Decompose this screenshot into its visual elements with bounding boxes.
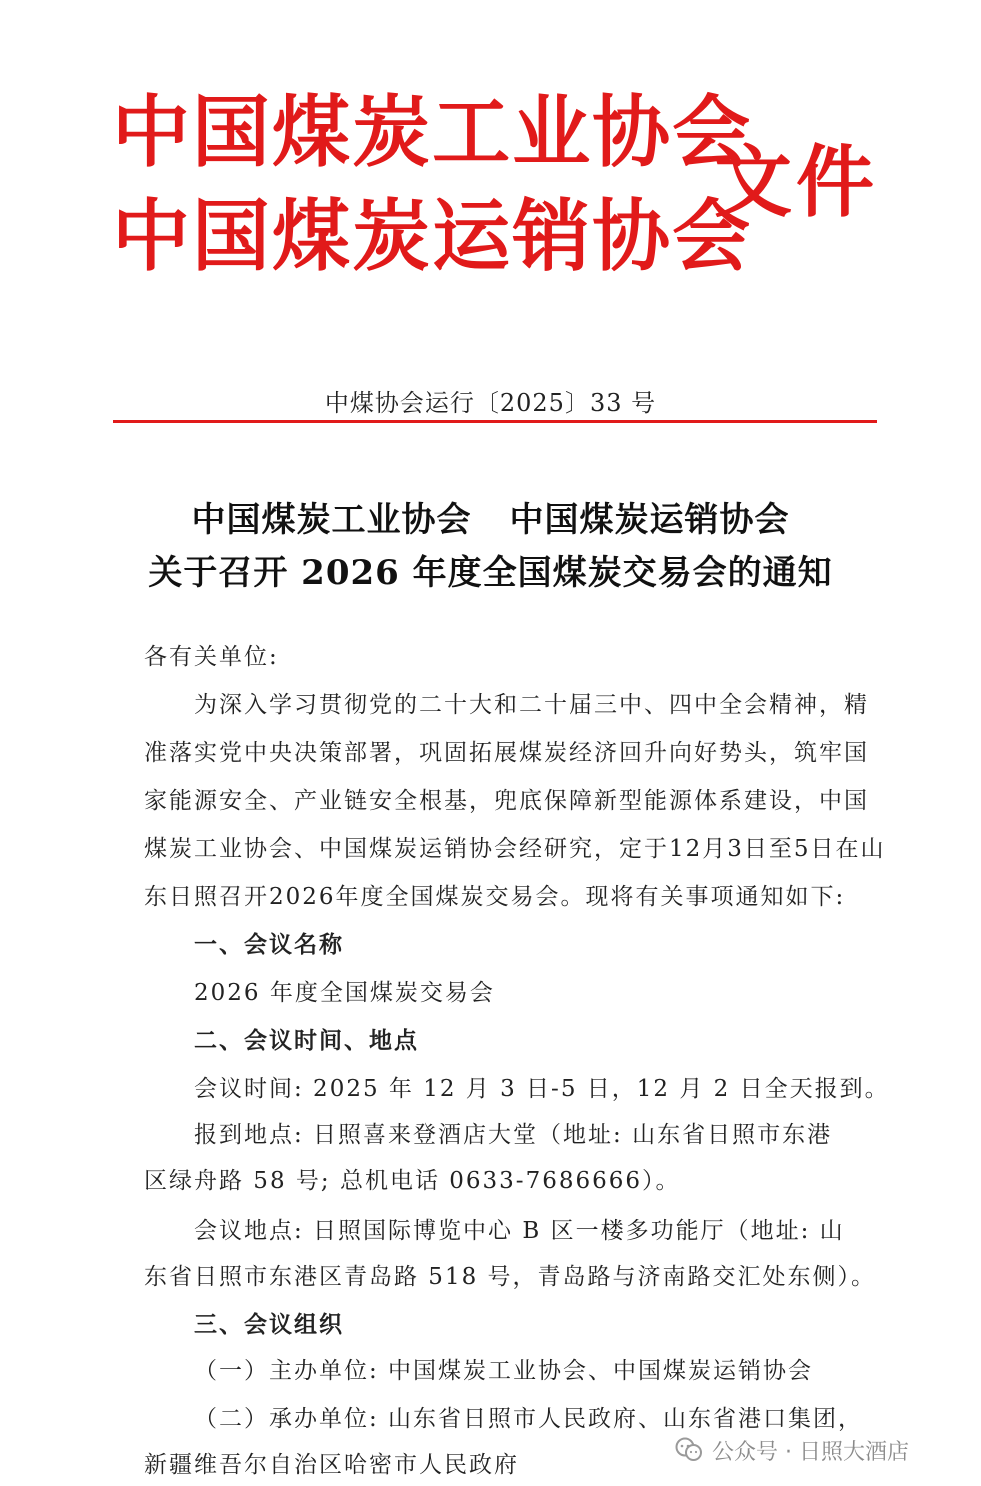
section-heading-time-place: 二、会议时间、地点 (194, 1027, 419, 1054)
org-char: 协 (592, 87, 673, 178)
wechat-official-account-icon (674, 1437, 704, 1463)
section-heading-meeting-name: 一、会议名称 (194, 931, 344, 958)
title-org-2: 中国煤炭运销协会 (509, 500, 790, 540)
org-char: 煤 (272, 191, 353, 282)
host-organizations: （一）主办单位: 中国煤炭工业协会、中国煤炭运销协会 (194, 1358, 814, 1384)
org-char: 炭 (352, 191, 433, 282)
org-char: 运 (432, 191, 513, 282)
section-heading-organization: 三、会议组织 (194, 1311, 344, 1338)
doc-type-label: 文件 (714, 137, 879, 228)
paragraph-line: 为深入学习贯彻党的二十大和二十届三中、四中全会精神，精 (194, 692, 869, 718)
org-char: 会 (672, 191, 753, 282)
notice-title-line-2: 关于召开 2026 年度全国煤炭交易会的通知 (148, 553, 833, 593)
org-char: 中 (112, 191, 193, 282)
org-char: 业 (512, 87, 593, 178)
paragraph-line: 家能源安全、产业链安全根基，兜底保障新型能源体系建设，中国 (144, 788, 869, 814)
meeting-name: 2026 年度全国煤炭交易会 (194, 980, 495, 1006)
org-char: 中 (112, 87, 193, 178)
paragraph-line: 准落实党中央决策部署，巩固拓展煤炭经济回升向好势头，筑牢国 (144, 740, 869, 766)
document-number: 中煤协会运行〔2025〕33 号 (324, 389, 657, 417)
org-char: 国 (192, 191, 273, 282)
paragraph-line: 煤炭工业协会、中国煤炭运销协会经研究，定于12月3日至5日在山 (144, 836, 886, 862)
org-line-coal-industry-association (112, 87, 753, 178)
watermark-text: 公众号 · 日照大酒店 (712, 1439, 909, 1465)
venue-line-2: 东省日照市东港区青岛路 518 号，青岛路与济南路交汇处东侧）。 (144, 1264, 877, 1290)
red-letterhead (112, 88, 882, 288)
org-char: 销 (512, 191, 593, 282)
org-char: 炭 (352, 87, 433, 178)
wechat-watermark (674, 1430, 964, 1470)
title-org-1: 中国煤炭工业协会 (191, 500, 472, 540)
registration-place-line-2: 区绿舟路 58 号; 总机电话 0633-7686666）。 (144, 1168, 681, 1194)
org-char: 煤 (272, 87, 353, 178)
org-char: 工 (432, 87, 513, 178)
paragraph-line: 东日照召开2026年度全国煤炭交易会。现将有关事项通知如下: (144, 884, 846, 910)
meeting-time: 会议时间: 2025 年 12 月 3 日-5 日，12 月 2 日全天报到。 (194, 1076, 890, 1102)
red-divider-line (113, 420, 877, 423)
venue-line-1: 会议地点: 日照国际博览中心 B 区一楼多功能厅（地址: 山 (194, 1218, 845, 1244)
org-char: 国 (192, 87, 273, 178)
org-line-coal-marketing-association (112, 191, 753, 282)
registration-place-line-1: 报到地点: 日照喜来登酒店大堂（地址: 山东省日照市东港 (194, 1122, 833, 1148)
org-char: 协 (592, 191, 673, 282)
salutation: 各有关单位: (144, 644, 279, 670)
org-char: 会 (672, 87, 753, 178)
organizer-line-1: （二）承办单位: 山东省日照市人民政府、山东省港口集团， (194, 1406, 864, 1432)
notice-title-line-1 (0, 492, 981, 541)
organizer-line-2: 新疆维吾尔自治区哈密市人民政府 (144, 1452, 519, 1478)
